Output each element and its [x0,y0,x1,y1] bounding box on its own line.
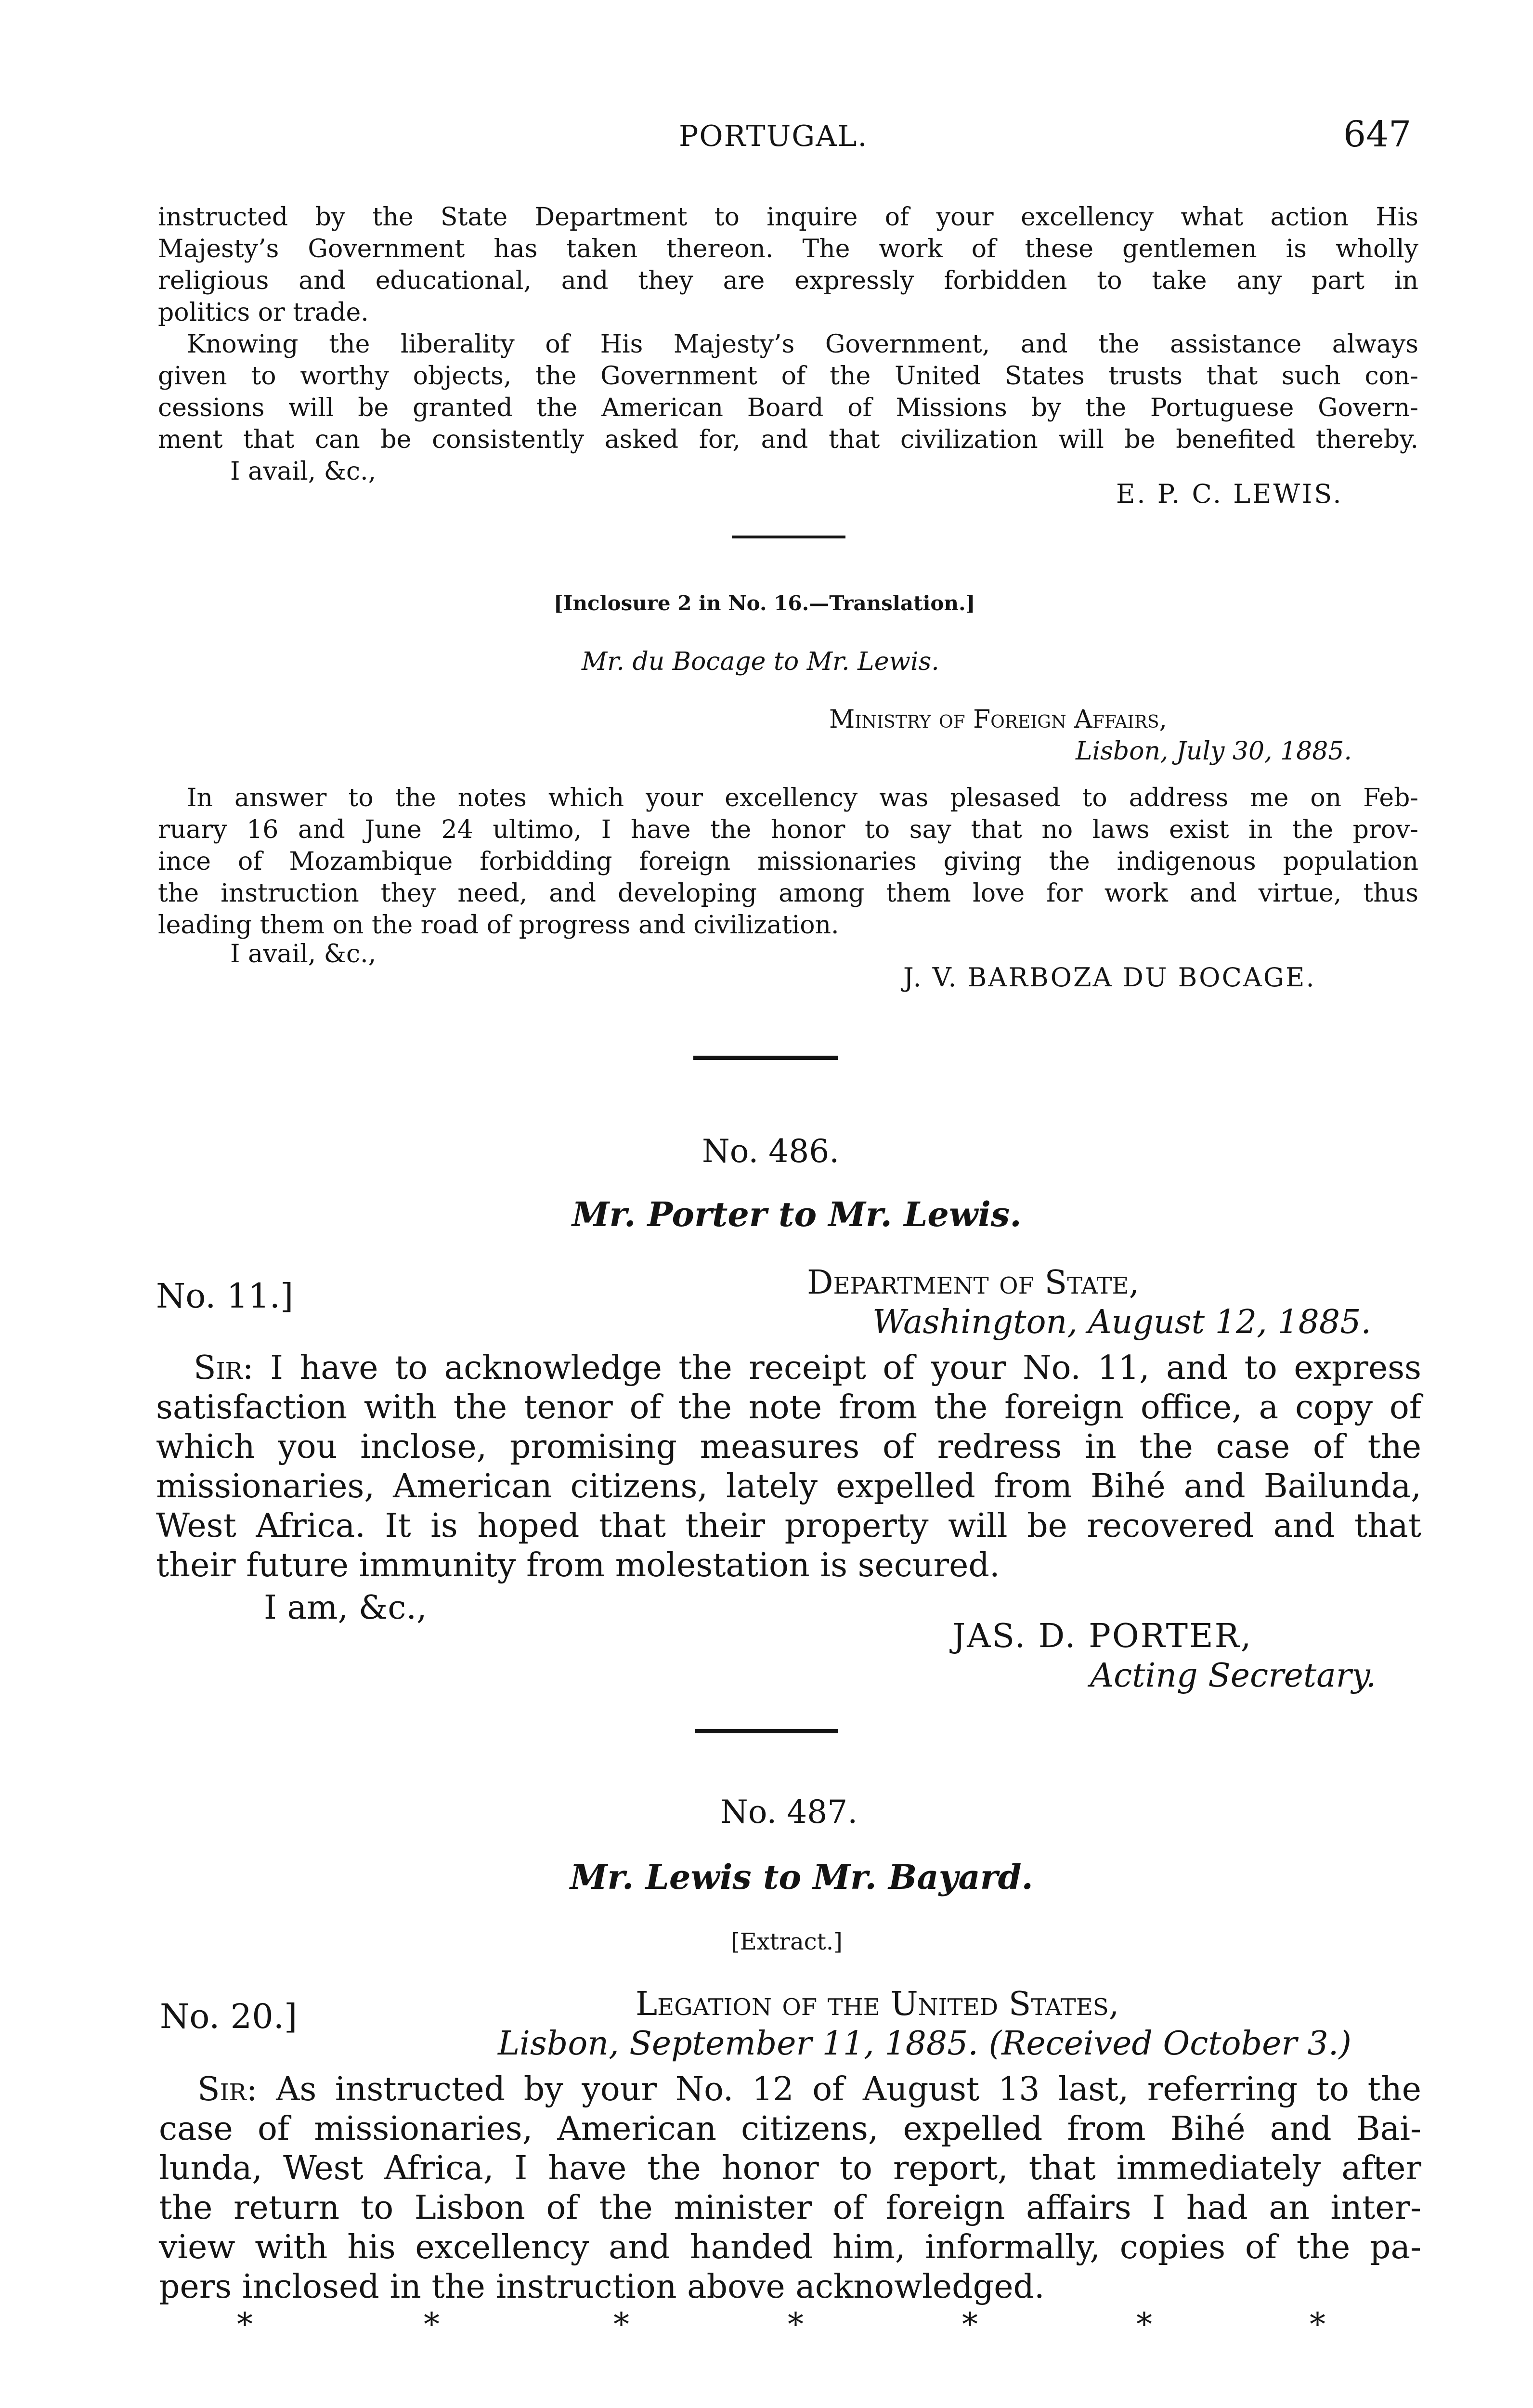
text-line: religious and educational, and they are expressly forbidden to take any part in [158,266,1418,295]
running-title: PORTUGAL. [679,119,868,153]
salutation: Sir: [194,1349,254,1387]
page-number: 647 [1343,114,1412,155]
signature: JAS. D. PORTER, [952,1617,1253,1655]
text-run: As instructed by your No. 12 of August 13 last, referring to the [276,2070,1421,2108]
text-line: case of missionaries, American citizens, expelled from Bihé and Bai- [159,2110,1421,2148]
inclosure-heading: [Inclosure 2 in No. 16.—Translation.] [554,591,975,615]
text-line: view with his excellency and handed him, informally, copies of the pa- [159,2228,1421,2266]
text-line: politics or trade. [158,298,369,327]
text-run: I have to acknowledge the receipt of your No. 11, and to express [270,1349,1421,1387]
letter-body [156,1348,1421,1585]
signature-title: Acting Secretary. [1090,1657,1377,1695]
extract-label: [Extract.] [731,1928,843,1955]
text-line: instructed by the State Department to inquire of your excellency what action His [158,203,1418,232]
inclosure-body [158,782,1418,941]
closing: I am, &c., [264,1589,427,1627]
letter-body [158,201,1418,456]
asterisk: * [424,2306,440,2343]
asterisk: * [613,2306,629,2343]
signature: E. P. C. LEWIS. [1116,479,1343,509]
text-line: In answer to the notes which your excellency was plesased to address me on Feb- [187,784,1418,812]
signature: J. V. BARBOZA DU BOCAGE. [903,962,1316,993]
divider [732,536,845,538]
asterisk: * [788,2306,804,2343]
asterisk: * [237,2306,253,2343]
text-line: their future immunity from molestation is secured. [156,1546,1000,1584]
asterisk: * [1310,2306,1325,2343]
dateline: Washington, August 12, 1885. [872,1303,1372,1341]
text-line: which you inclose, promising measures of redress in the case of the [156,1428,1421,1466]
text-line: given to worthy objects, the Government of the United States trusts that such con- [158,362,1418,391]
text-line: ment that can be consistently asked for, and that civilization will be benefited thereby. [158,425,1418,454]
text-line: the instruction they need, and developing among them love for work and virtue, thus [158,879,1418,908]
closing: I avail, &c., [230,940,377,968]
text-line: Majesty’s Government has taken thereon. The work of these gentlemen is wholly [158,235,1418,263]
text-line: satisfaction with the tenor of the note from the foreign office, a copy of [156,1388,1421,1426]
text-line: Knowing the liberality of His Majesty’s Government, and the assistance always [187,330,1418,359]
letter-body [159,2070,1421,2307]
inclosure-title: Mr. du Bocage to Mr. Lewis. [582,647,939,676]
divider [695,1729,838,1733]
closing: I avail, &c., [230,457,377,486]
text-line: ince of Mozambique forbidding foreign missionaries giving the indigenous population [158,847,1418,876]
text-line: pers inclosed in the instruction above acknowledged. [159,2268,1045,2306]
inclosure-place: Ministry of Foreign Affairs, [829,705,1168,734]
dateline: Lisbon, September 11, 1885. (Received October 3.) [498,2025,1351,2063]
text-line [159,2070,1421,2109]
salutation: Sir: [197,2070,258,2108]
text-line: cessions will be granted the American Board of Missions by the Portuguese Govern- [158,393,1418,422]
document-number: No. 486. [702,1133,840,1170]
asterisk: * [962,2306,978,2343]
sender-place: Legation of the United States, [636,1985,1119,2023]
reference-number: No. 20.] [160,1997,298,2036]
text-line: ruary 16 and June 24 ultimo, I have the honor to say that no laws exist in the prov- [158,815,1418,844]
document-number: No. 487. [720,1793,858,1831]
document-title: Mr. Porter to Mr. Lewis. [572,1194,1022,1234]
asterisk: * [1136,2306,1152,2343]
text-line: leading them on the road of progress and civilization. [158,911,839,940]
text-line: West Africa. It is hoped that their property will be recovered and that [156,1507,1421,1545]
sender-place: Department of State, [807,1264,1140,1302]
reference-number: No. 11.] [156,1276,294,1316]
text-line: missionaries, American citizens, lately expelled from Bihé and Bailunda, [156,1467,1421,1505]
document-title: Mr. Lewis to Mr. Bayard. [570,1857,1033,1897]
text-line: the return to Lisbon of the minister of foreign affairs I had an inter- [159,2189,1421,2227]
divider [693,1056,838,1060]
inclosure-dateline: Lisbon, July 30, 1885. [1076,737,1352,766]
text-line [156,1348,1421,1388]
text-line: lunda, West Africa, I have the honor to report, that immediately after [159,2149,1421,2187]
